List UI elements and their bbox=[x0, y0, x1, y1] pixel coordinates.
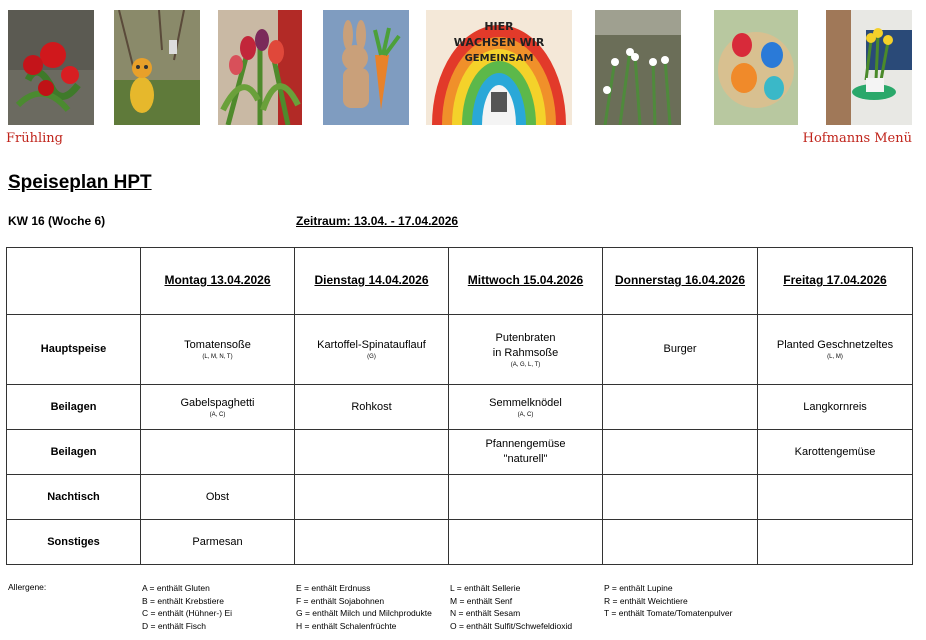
rainbow-text-1: HIER bbox=[484, 20, 514, 33]
day-header-tuesday bbox=[295, 248, 449, 315]
spring-label: Frühling bbox=[6, 131, 63, 146]
allergen-codes: (A, G, L, T) bbox=[510, 361, 541, 368]
dish-text: "naturell" bbox=[503, 453, 548, 465]
dish-text: Burger bbox=[663, 343, 697, 355]
photo-bunny-carrot bbox=[323, 10, 409, 125]
photo-easter-eggs bbox=[714, 10, 798, 125]
brand-label: Hofmanns Menü bbox=[802, 131, 912, 146]
allergen-entry: H = enthält Schalenfrüchte bbox=[296, 620, 397, 631]
allergen-column-2 bbox=[296, 582, 432, 632]
day-header-thursday bbox=[603, 248, 758, 315]
cell-beilagen2-fri bbox=[758, 430, 913, 475]
day-header-monday bbox=[141, 248, 295, 315]
allergen-column-1 bbox=[142, 582, 232, 632]
cell-nachtisch-thu bbox=[603, 475, 758, 520]
page-title: Speiseplan HPT bbox=[8, 172, 152, 193]
dish-text: Pfannengemüse bbox=[485, 438, 566, 450]
table-row bbox=[7, 520, 913, 565]
allergen-entry: L = enthält Sellerie bbox=[450, 583, 521, 593]
photo-rainbow-sign bbox=[426, 10, 572, 125]
allergen-codes: (L, M) bbox=[827, 354, 843, 360]
allergen-entry: E = enthält Erdnuss bbox=[296, 583, 371, 593]
cell-beilagen2-wed bbox=[449, 430, 603, 475]
period-label: Zeitraum: 13.04. - 17.04.2026 bbox=[296, 214, 459, 228]
cell-beilagen2-mon bbox=[141, 430, 295, 475]
cell-nachtisch-mon bbox=[141, 475, 295, 520]
allergen-entry: F = enthält Sojabohnen bbox=[296, 595, 385, 606]
cell-sonstiges-wed bbox=[449, 520, 603, 565]
row-label-beilagen: Beilagen bbox=[7, 385, 141, 430]
cell-beilagen-mon bbox=[141, 385, 295, 430]
row-label-hauptspeise: Hauptspeise bbox=[7, 315, 141, 385]
allergen-column-4 bbox=[604, 582, 732, 620]
cell-beilagen2-tue bbox=[295, 430, 449, 475]
photo-garden-figure bbox=[114, 10, 200, 125]
cell-hauptspeise-wed bbox=[449, 315, 603, 385]
cell-sonstiges-tue bbox=[295, 520, 449, 565]
week-label: KW 16 (Woche 6) bbox=[8, 214, 106, 228]
row-label-beilagen-2: Beilagen bbox=[7, 430, 141, 475]
cell-hauptspeise-thu bbox=[603, 315, 758, 385]
photo-snowdrops bbox=[595, 10, 681, 125]
day-header-label: Donnerstag 16.04.2026 bbox=[614, 273, 746, 287]
table-row bbox=[7, 430, 913, 475]
allergen-codes: (A, C) bbox=[209, 411, 226, 418]
dish-text: Obst bbox=[205, 490, 230, 503]
dish-text: Kartoffel-Spinatauflauf bbox=[317, 339, 426, 351]
allergen-codes: (A, C) bbox=[517, 411, 534, 418]
rainbow-text-2: WACHSEN WIR bbox=[453, 36, 545, 49]
cell-hauptspeise-fri bbox=[758, 315, 913, 385]
menu-table bbox=[6, 247, 913, 565]
allergen-entry: P = enthält Lupine bbox=[604, 583, 673, 593]
dish-text: Parmesan bbox=[192, 535, 243, 548]
cell-sonstiges-fri bbox=[758, 520, 913, 565]
corner-cell bbox=[7, 248, 141, 315]
day-header-label: Dienstag 14.04.2026 bbox=[314, 273, 429, 287]
cell-beilagen2-thu bbox=[603, 430, 758, 475]
dish-text: Tomatensoße bbox=[184, 339, 251, 351]
allergen-entry: G = enthält Milch und Milchprodukte bbox=[296, 608, 432, 618]
allergen-entry: B = enthält Krebstiere bbox=[142, 595, 224, 606]
cell-beilagen-wed bbox=[449, 385, 603, 430]
dish-text: in Rahmsoße bbox=[492, 346, 559, 359]
allergen-entry: C = enthält (Hühner-) Ei bbox=[142, 608, 232, 618]
cell-hauptspeise-tue bbox=[295, 315, 449, 385]
day-header-label: Freitag 17.04.2026 bbox=[783, 273, 887, 287]
dish-text: Langkornreis bbox=[803, 400, 867, 413]
dish-text: Planted Geschnetzeltes bbox=[776, 339, 894, 351]
allergen-entry: T = enthält Tomate/Tomatenpulver bbox=[604, 608, 733, 618]
day-header-wednesday bbox=[449, 248, 603, 315]
allergen-column-3 bbox=[450, 582, 572, 632]
dish-text: Karottengemüse bbox=[794, 445, 876, 458]
allergen-entry: N = enthält Sesam bbox=[450, 608, 521, 618]
photo-tulip-bouquet bbox=[218, 10, 302, 125]
table-header-row bbox=[7, 248, 913, 315]
photo-red-tulips bbox=[8, 10, 94, 125]
rainbow-text-3: GEMEINSAM bbox=[464, 53, 534, 64]
dish-text: Gabelspaghetti bbox=[180, 396, 255, 409]
allergen-entry: O = enthält Sulfit/Schwefeldioxid bbox=[450, 620, 573, 631]
allergen-entry: R = enthält Weichtiere bbox=[604, 595, 688, 606]
table-row bbox=[7, 385, 913, 430]
allergen-entry: D = enthält Fisch bbox=[142, 620, 207, 631]
cell-nachtisch-wed bbox=[449, 475, 603, 520]
table-row bbox=[7, 475, 913, 520]
dish-text: Semmelknödel bbox=[489, 396, 562, 409]
day-header-friday bbox=[758, 248, 913, 315]
allergen-codes: (G) bbox=[367, 354, 376, 360]
day-header-label: Mittwoch 15.04.2026 bbox=[467, 273, 584, 287]
cell-sonstiges-thu bbox=[603, 520, 758, 565]
cell-nachtisch-tue bbox=[295, 475, 449, 520]
allergen-codes: (L, M, N, T) bbox=[202, 354, 233, 360]
cell-beilagen-tue bbox=[295, 385, 449, 430]
dish-text: Putenbraten bbox=[495, 331, 556, 344]
allergen-entry: M = enthält Senf bbox=[450, 595, 513, 606]
day-header-label: Montag 13.04.2026 bbox=[164, 273, 271, 287]
allergen-entry: A = enthält Gluten bbox=[142, 583, 210, 593]
row-label-sonstiges: Sonstiges bbox=[7, 520, 141, 565]
cell-nachtisch-fri bbox=[758, 475, 913, 520]
dish-text: Rohkost bbox=[351, 400, 392, 413]
cell-beilagen-thu bbox=[603, 385, 758, 430]
row-label-nachtisch: Nachtisch bbox=[7, 475, 141, 520]
photo-daffodil-pot bbox=[826, 10, 912, 125]
cell-hauptspeise-mon bbox=[141, 315, 295, 385]
table-row bbox=[7, 315, 913, 385]
cell-sonstiges-mon bbox=[141, 520, 295, 565]
cell-beilagen-fri bbox=[758, 385, 913, 430]
allergen-legend-title: Allergene: bbox=[8, 582, 47, 592]
